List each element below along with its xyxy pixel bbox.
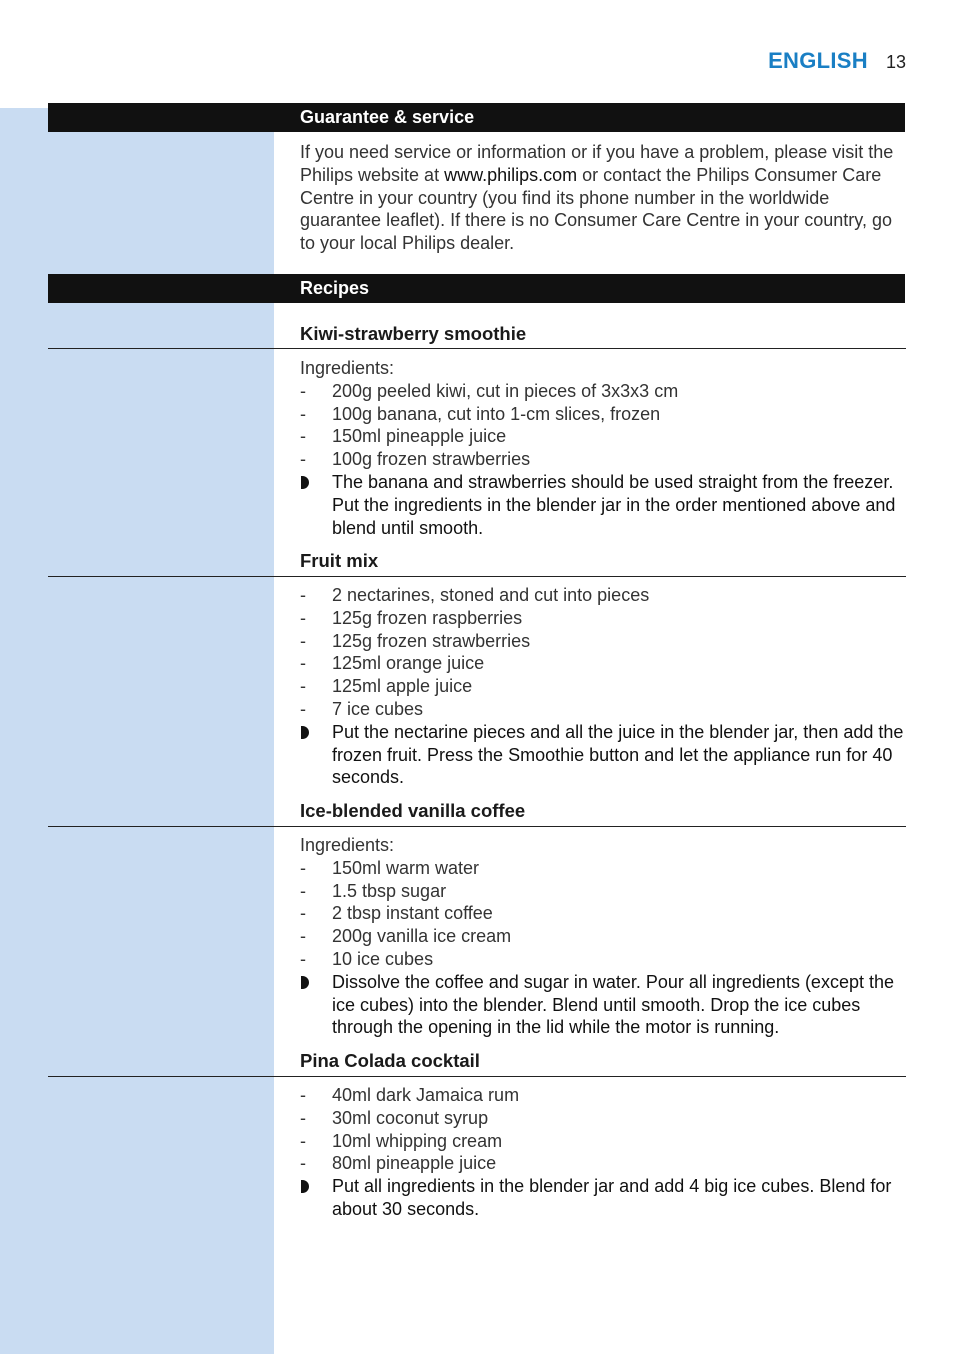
language-label: ENGLISH [768,48,868,73]
ingredient-item: - 150ml warm water [300,857,480,878]
philips-website-link[interactable]: www.philips.com [444,164,578,185]
ingredient-item: - 125g frozen strawberries [300,630,531,651]
ingredient-item: - 100g frozen strawberries [300,449,531,470]
recipe-body [300,1084,906,1221]
ingredient-item: - 10 ice cubes [300,948,434,969]
instruction-step: Dissolve the coffee and sugar in water. Pour all ingredients (except the ice cubes) into the blender. Blend until smooth. Drop the ice cubes through the opening in the lid while the motor is running. [300,971,906,1039]
step-bullet-icon [301,726,309,739]
instruction-step: The banana and strawberries should be used straight from the freezer. Put the ingredients in the blender jar in the order mentioned above and blend until smooth. [300,471,906,539]
section-bar-guarantee [48,103,905,132]
section-title-guarantee: Guarantee & service [300,107,475,127]
section-bar-recipes [48,274,905,303]
ingredient-list [300,857,906,1039]
guarantee-text-part1: If you need service or information or if you have a problem, please visit the Philips website at [300,142,894,185]
ingredient-list [300,380,906,540]
ingredient-item: - 2 nectarines, stoned and cut into pieces [300,585,650,605]
ingredient-item: - 40ml dark Jamaica rum [300,1085,520,1105]
ingredient-item: - 200g peeled kiwi, cut in pieces of 3x3x3 cm [300,380,679,401]
page-number: 13 [885,52,906,72]
ingredients-label: Ingredients: [300,835,395,855]
ingredient-list [300,584,906,789]
page-header [768,48,906,76]
guarantee-text [300,141,906,255]
guarantee-paragraph [300,141,906,255]
recipe-divider [48,1076,906,1077]
ingredient-item: - 100g banana, cut into 1-cm slices, frozen [300,403,661,424]
recipe-body [300,357,906,539]
recipe-body [300,584,906,789]
step-bullet-icon [301,476,309,489]
ingredient-item: - 125ml apple juice [300,676,473,697]
ingredient-item: - 125ml orange juice [300,653,485,674]
recipe-divider [48,576,906,577]
ingredient-item: - 2 tbsp instant coffee [300,903,493,924]
ingredient-item: - 80ml pineapple juice [300,1153,497,1174]
ingredient-item: - 125g frozen raspberries [300,607,523,628]
recipe-title: Kiwi-strawberry smoothie [300,323,527,344]
ingredient-item: - 30ml coconut syrup [300,1107,489,1128]
ingredient-item: - 1.5 tbsp sugar [300,880,447,901]
ingredient-item: - 7 ice cubes [300,698,424,719]
recipe-divider [48,826,906,827]
ingredient-item: - 200g vanilla ice cream [300,926,512,947]
ingredient-item: - 150ml pineapple juice [300,426,507,447]
ingredient-list [300,1084,906,1221]
instruction-step: Put the nectarine pieces and all the juice in the blender jar, then add the frozen fruit. Press the Smoothie button and let the appliance run for 40 seconds. [300,721,906,789]
recipe-divider [48,348,906,349]
ingredients-label: Ingredients: [300,358,395,378]
recipe-title: Pina Colada cocktail [300,1050,480,1071]
step-bullet-icon [301,976,309,989]
recipe-title: Ice-blended vanilla coffee [300,800,526,821]
guarantee-text-part2: or contact the Philips Consumer Care Centre in your country (you find its phone number in the worldwide guarantee leaflet). If there is no Consumer Care Centre in your country, go to your local Philips dealer. [300,164,892,254]
section-title-recipes: Recipes [300,278,370,298]
ingredient-item: - 10ml whipping cream [300,1130,503,1151]
instruction-step: Put all ingredients in the blender jar and add 4 big ice cubes. Blend for about 30 seconds. [300,1175,906,1221]
recipe-body [300,834,906,1039]
recipe-title: Fruit mix [300,550,379,571]
step-bullet-icon [301,1180,309,1193]
